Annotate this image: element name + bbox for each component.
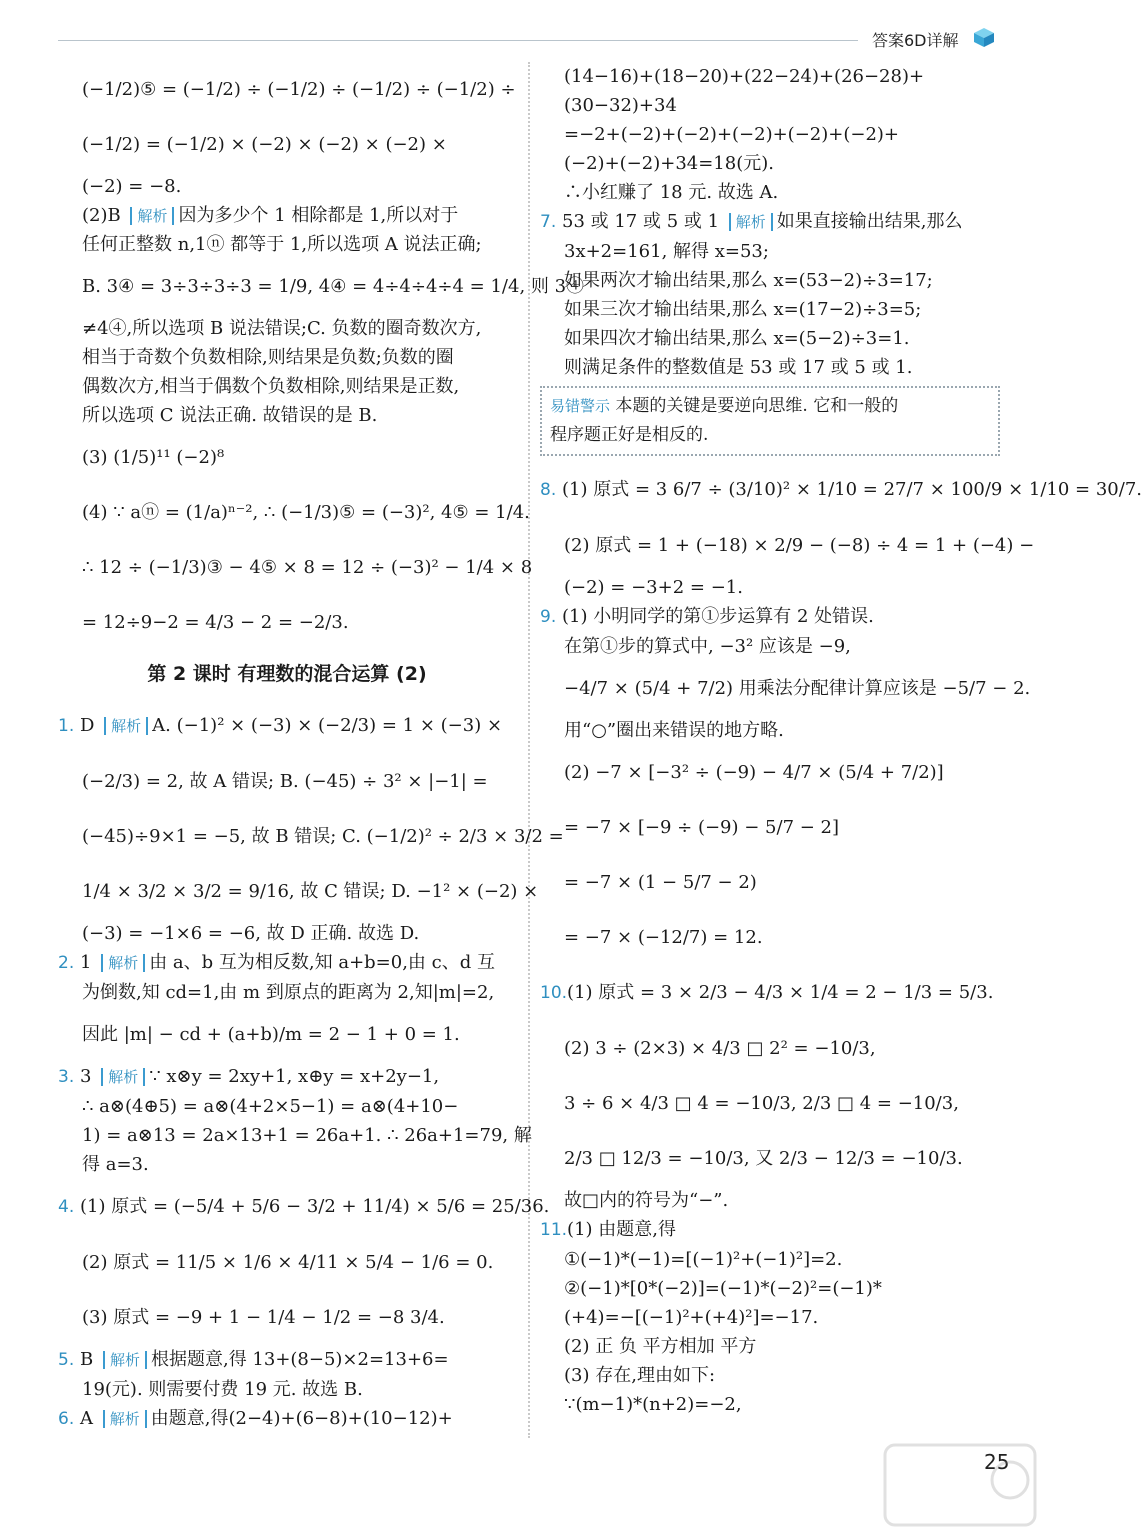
line-text: 得 a=3. — [82, 1154, 149, 1175]
left-line — [58, 430, 516, 485]
left-line — [58, 314, 516, 343]
line-text: (3) 原式 = −9 + 1 − 1/4 − 1/2 = −8 3/4. — [82, 1307, 445, 1328]
warning-tag: 易错警示 — [550, 397, 611, 415]
line-text: (1) 由题意,得 — [567, 1219, 676, 1240]
line-text: ②(−1)*[0*(−2)]=(−1)*(−2)²=(−1)* — [564, 1278, 882, 1299]
line-text: 19(元). 则需要付费 19 元. 故选 B. — [82, 1379, 363, 1400]
question-number: 9. — [540, 607, 557, 627]
left-line — [58, 401, 516, 430]
right-answer-line — [540, 661, 1031, 716]
line-text: (1) 原式 = 3 6/7 ÷ (3/10)² × 1/10 = 27/7 × 100/9 × 1/10 = 30/7. — [562, 479, 1142, 500]
right-answer-line — [540, 965, 1000, 1021]
right-answer-line — [540, 1303, 1000, 1332]
question-number: 5. — [58, 1350, 75, 1370]
left-line — [58, 595, 516, 650]
warning-box — [540, 386, 1000, 456]
line-text: (1) 原式 = (−5/4 + 5/6 − 3/2 + 11/4) × 5/6 = 25/36. — [80, 1196, 550, 1217]
question-number: 4. — [58, 1197, 75, 1217]
right-answer-line — [540, 602, 1000, 632]
analysis-tag: 解析 — [729, 213, 773, 231]
line-text: (−2) = −3+2 = −1. — [564, 577, 743, 598]
page-number: 25 — [984, 1450, 1010, 1474]
right-answer-line — [540, 518, 1035, 573]
right-line — [540, 178, 1000, 207]
line-text: (14−16)+(18−20)+(22−24)+(26−28)+ — [564, 66, 925, 87]
left-line — [58, 172, 516, 201]
line-text: 则满足条件的整数值是 53 或 17 或 5 或 1. — [564, 357, 913, 378]
line-text: (−3) = −1×6 = −6, 故 D 正确. 故选 D. — [82, 923, 420, 944]
left-line — [58, 540, 533, 595]
warning-text: 本题的关键是要逆向思维. 它和一般的 — [615, 396, 899, 416]
line-text: (2) 原式 = 1 + (−18) × 2/9 − (−8) ÷ 4 = 1 + (−4) − — [564, 535, 1035, 556]
line-text: 因此 |m| − cd + (a+b)/m = 2 − 1 + 0 = 1. — [82, 1024, 460, 1045]
analysis-tag: 解析 — [101, 1068, 145, 1086]
left-answer-line — [58, 1092, 516, 1121]
line-text: 1/4 × 3/2 × 3/2 = 9/16, 故 C 错误; D. −1² × (−2) × — [82, 881, 539, 902]
left-answers — [58, 698, 564, 1434]
analysis-tag: 解析 — [103, 1410, 147, 1428]
question-number: 2. — [58, 953, 75, 973]
line-text: D — [80, 715, 101, 736]
right-answers — [540, 462, 1142, 1419]
line-text: (1) 小明同学的第①步运算有 2 处错误. — [562, 606, 874, 627]
line-text: 1) = a⊗13 = 2a×13+1 = 26a+1. ∴ 26a+1=79, 解 — [82, 1125, 532, 1146]
right-line — [540, 62, 1000, 91]
line-text: (4) ∵ aⓝ = (1/a)ⁿ⁻², ∴ (−1/3)⑤ = (−3)², 4⑤ = 1/4. — [82, 502, 530, 523]
left-line — [58, 485, 530, 540]
line-text: = −7 × (−12/7) = 12. — [564, 927, 763, 948]
left-answer-line — [58, 809, 564, 864]
left-line — [58, 117, 516, 172]
right-answer-line — [540, 745, 1000, 800]
line-text: (−2)+(−2)+34=18(元). — [564, 153, 774, 174]
line-text-rest: 因为多少个 1 相除都是 1,所以对于 — [178, 205, 459, 226]
line-text-rest: 如果直接输出结果,那么 — [776, 211, 963, 232]
question-number: 8. — [540, 480, 557, 500]
left-answer-line — [58, 1007, 516, 1062]
right-answer-line — [540, 800, 1000, 855]
line-text: (2) 正 负 平方相加 平方 — [564, 1336, 757, 1357]
left-line — [58, 201, 516, 230]
line-text: (−2) = −8. — [82, 176, 182, 197]
right-answer-line — [540, 632, 1000, 661]
line-text: ∴ 12 ÷ (−1/3)③ − 4⑤ × 8 = 12 ÷ (−3)² − 1/4 × 8 — [82, 557, 533, 578]
line-text: 故□内的符号为“−”. — [564, 1190, 729, 1211]
line-text: B. 3④ = 3÷3÷3÷3 = 1/9, 4④ = 4÷4÷4÷4 = 1/4, 则 3④ — [82, 276, 585, 297]
left-answer-line — [58, 948, 516, 978]
line-text: 3 — [80, 1066, 98, 1087]
right-line — [540, 324, 1000, 353]
line-text: ∴小红赚了 18 元. 故选 A. — [564, 182, 779, 203]
right-answer-line — [540, 1361, 1000, 1390]
left-answer-line — [58, 1150, 516, 1179]
analysis-tag: 解析 — [103, 1351, 147, 1369]
right-solutions — [540, 62, 1000, 382]
header-rule — [58, 40, 858, 41]
left-answer-line — [58, 1290, 516, 1345]
line-text: 3 ÷ 6 × 4/3 □ 4 = −10/3, 2/3 □ 4 = −10/3, — [564, 1093, 959, 1114]
left-line — [58, 62, 516, 117]
line-text: B — [80, 1349, 99, 1370]
line-text: (−45)÷9×1 = −5, 故 B 错误; C. (−1/2)² ÷ 2/3 × 3/2 = — [82, 826, 564, 847]
question-number: 11. — [540, 1220, 568, 1240]
right-line — [540, 353, 1000, 382]
right-answer-line — [540, 1332, 1000, 1361]
line-text: =−2+(−2)+(−2)+(−2)+(−2)+(−2)+ — [564, 124, 900, 145]
warning-text-2: 程序题正好是相反的. — [550, 425, 709, 445]
left-answer-line — [58, 1235, 516, 1290]
line-text: −4/7 × (5/4 + 7/2) 用乘法分配律计算应该是 −5/7 − 2. — [564, 678, 1031, 699]
line-text: 如果四次才输出结果,那么 x=(5−2)÷3=1. — [564, 328, 910, 349]
line-text: 53 或 17 或 5 或 1 — [562, 211, 725, 232]
cube-logo-icon — [970, 26, 998, 48]
right-answer-line — [540, 716, 1000, 745]
line-text: 在第①步的算式中, −3² 应该是 −9, — [564, 636, 851, 657]
line-text: (2) −7 × [−3² ÷ (−9) − 4/7 × (5/4 + 7/2)] — [564, 762, 944, 783]
line-text: (−2/3) = 2, 故 A 错误; B. (−45) ÷ 3² × |−1| = — [82, 771, 488, 792]
right-answer-line — [540, 1245, 1000, 1274]
question-number: 1. — [58, 716, 75, 736]
line-text: (+4)=−[(−1)²+(+4)²]=−17. — [564, 1307, 819, 1328]
line-text-rest: ∵ x⊗y = 2xy+1, x⊕y = x+2y−1, — [149, 1066, 440, 1087]
line-text: 1 — [80, 952, 98, 973]
line-text: (2)B — [82, 205, 127, 226]
header-title: 答案6D详解 — [872, 31, 959, 50]
right-answer-line — [540, 462, 1142, 518]
right-answer-line — [540, 1021, 1000, 1076]
right-answer-line — [540, 1274, 1000, 1303]
line-text: = −7 × (1 − 5/7 − 2) — [564, 872, 757, 893]
question-number: 10. — [540, 983, 568, 1003]
line-text: (−1/2)⑤ = (−1/2) ÷ (−1/2) ÷ (−1/2) ÷ (−1/2) ÷ — [82, 79, 516, 100]
line-text: 偶数次方,相当于偶数个负数相除,则结果是正数, — [82, 376, 460, 397]
line-text: = −7 × [−9 ÷ (−9) − 5/7 − 2] — [564, 817, 840, 838]
right-answer-line — [540, 1131, 1000, 1186]
right-line — [540, 266, 1000, 295]
line-text: ∴ a⊗(4⊕5) = a⊗(4+2×5−1) = a⊗(4+10− — [82, 1096, 459, 1117]
line-text: 2/3 □ 12/3 = −10/3, 又 2/3 − 12/3 = −10/3. — [564, 1148, 963, 1169]
left-answer-line — [58, 978, 516, 1007]
watermark-logo-icon — [880, 1440, 1040, 1530]
line-text: (2) 3 ÷ (2×3) × 4/3 □ 2² = −10/3, — [564, 1038, 876, 1059]
right-answer-line — [540, 573, 1000, 602]
line-text: 所以选项 C 说法正确. 故错误的是 B. — [82, 405, 378, 426]
left-answer-line — [58, 864, 539, 919]
line-text: 3x+2=161, 解得 x=53; — [564, 241, 769, 262]
right-answer-line — [540, 1076, 1000, 1131]
right-line — [540, 120, 1000, 149]
right-line — [540, 237, 1000, 266]
section-title: 第 2 课时 有理数的混合运算 (2) — [147, 663, 427, 685]
line-text: (1) 原式 = 3 × 2/3 − 4/3 × 1/4 = 2 − 1/3 = 5/3. — [567, 982, 994, 1003]
right-answer-line — [540, 855, 1000, 910]
left-answer-line — [58, 698, 516, 754]
left-line — [58, 259, 585, 314]
analysis-tag: 解析 — [104, 717, 148, 735]
right-column — [540, 62, 1142, 1419]
line-text: (−1/2) = (−1/2) × (−2) × (−2) × (−2) × — [82, 134, 447, 155]
line-text-rest: 由 a、b 互为相反数,知 a+b=0,由 c、d 互 — [149, 952, 495, 973]
question-number: 3. — [58, 1067, 75, 1087]
right-answer-line — [540, 1215, 1000, 1245]
analysis-tag: 解析 — [101, 954, 145, 972]
right-answer-line — [540, 1186, 1000, 1215]
left-line — [58, 230, 516, 259]
line-text: 相当于奇数个负数相除,则结果是负数;负数的圈 — [82, 347, 454, 368]
right-line — [540, 149, 1000, 178]
line-text: 如果两次才输出结果,那么 x=(53−2)÷3=17; — [564, 270, 933, 291]
line-text-rest: 由题意,得(2−4)+(6−8)+(10−12)+ — [150, 1408, 453, 1429]
left-line — [58, 372, 516, 401]
line-text-rest: A. (−1)² × (−3) × (−2/3) = 1 × (−3) × — [152, 715, 503, 736]
line-text-rest: 根据题意,得 13+(8−5)×2=13+6= — [150, 1349, 449, 1370]
line-text: A — [80, 1408, 99, 1429]
line-text: ∵(m−1)*(n+2)=−2, — [564, 1394, 742, 1415]
left-answer-line — [58, 1345, 516, 1375]
left-answer-line — [58, 1062, 516, 1092]
left-line — [58, 343, 516, 372]
line-text: 用“○”圈出来错误的地方略. — [564, 720, 784, 741]
line-text: (2) 原式 = 11/5 × 1/6 × 4/11 × 5/4 − 1/6 = 0. — [82, 1252, 494, 1273]
line-text: (3) 存在,理由如下: — [564, 1365, 716, 1386]
left-answer-line — [58, 919, 516, 948]
left-answer-line — [58, 1404, 516, 1434]
line-text: ①(−1)*(−1)=[(−1)²+(−1)²]=2. — [564, 1249, 843, 1270]
question-number: 7. — [540, 212, 557, 232]
line-text: 任何正整数 n,1ⓝ 都等于 1,所以选项 A 说法正确; — [82, 234, 482, 255]
line-text: 为倒数,知 cd=1,由 m 到原点的距离为 2,知|m|=2, — [82, 982, 495, 1003]
right-line — [540, 207, 1000, 237]
line-text: = 12÷9−2 = 4/3 − 2 = −2/3. — [82, 612, 349, 633]
analysis-tag: 解析 — [130, 207, 174, 225]
right-answer-line — [540, 910, 1000, 965]
left-answer-line — [58, 1121, 532, 1150]
right-line — [540, 91, 1000, 120]
left-answer-line — [58, 1375, 516, 1404]
left-answer-line — [58, 1179, 550, 1235]
line-text: 如果三次才输出结果,那么 x=(17−2)÷3=5; — [564, 299, 922, 320]
right-answer-line — [540, 1390, 1000, 1419]
line-text: ≠4④,所以选项 B 说法错误;C. 负数的圈奇数次方, — [82, 318, 482, 339]
left-answer-line — [58, 754, 516, 809]
right-line — [540, 295, 1000, 324]
line-text: (30−32)+34 — [564, 95, 677, 116]
line-text: (3) (1/5)¹¹ (−2)⁸ — [82, 447, 225, 468]
question-number: 6. — [58, 1409, 75, 1429]
